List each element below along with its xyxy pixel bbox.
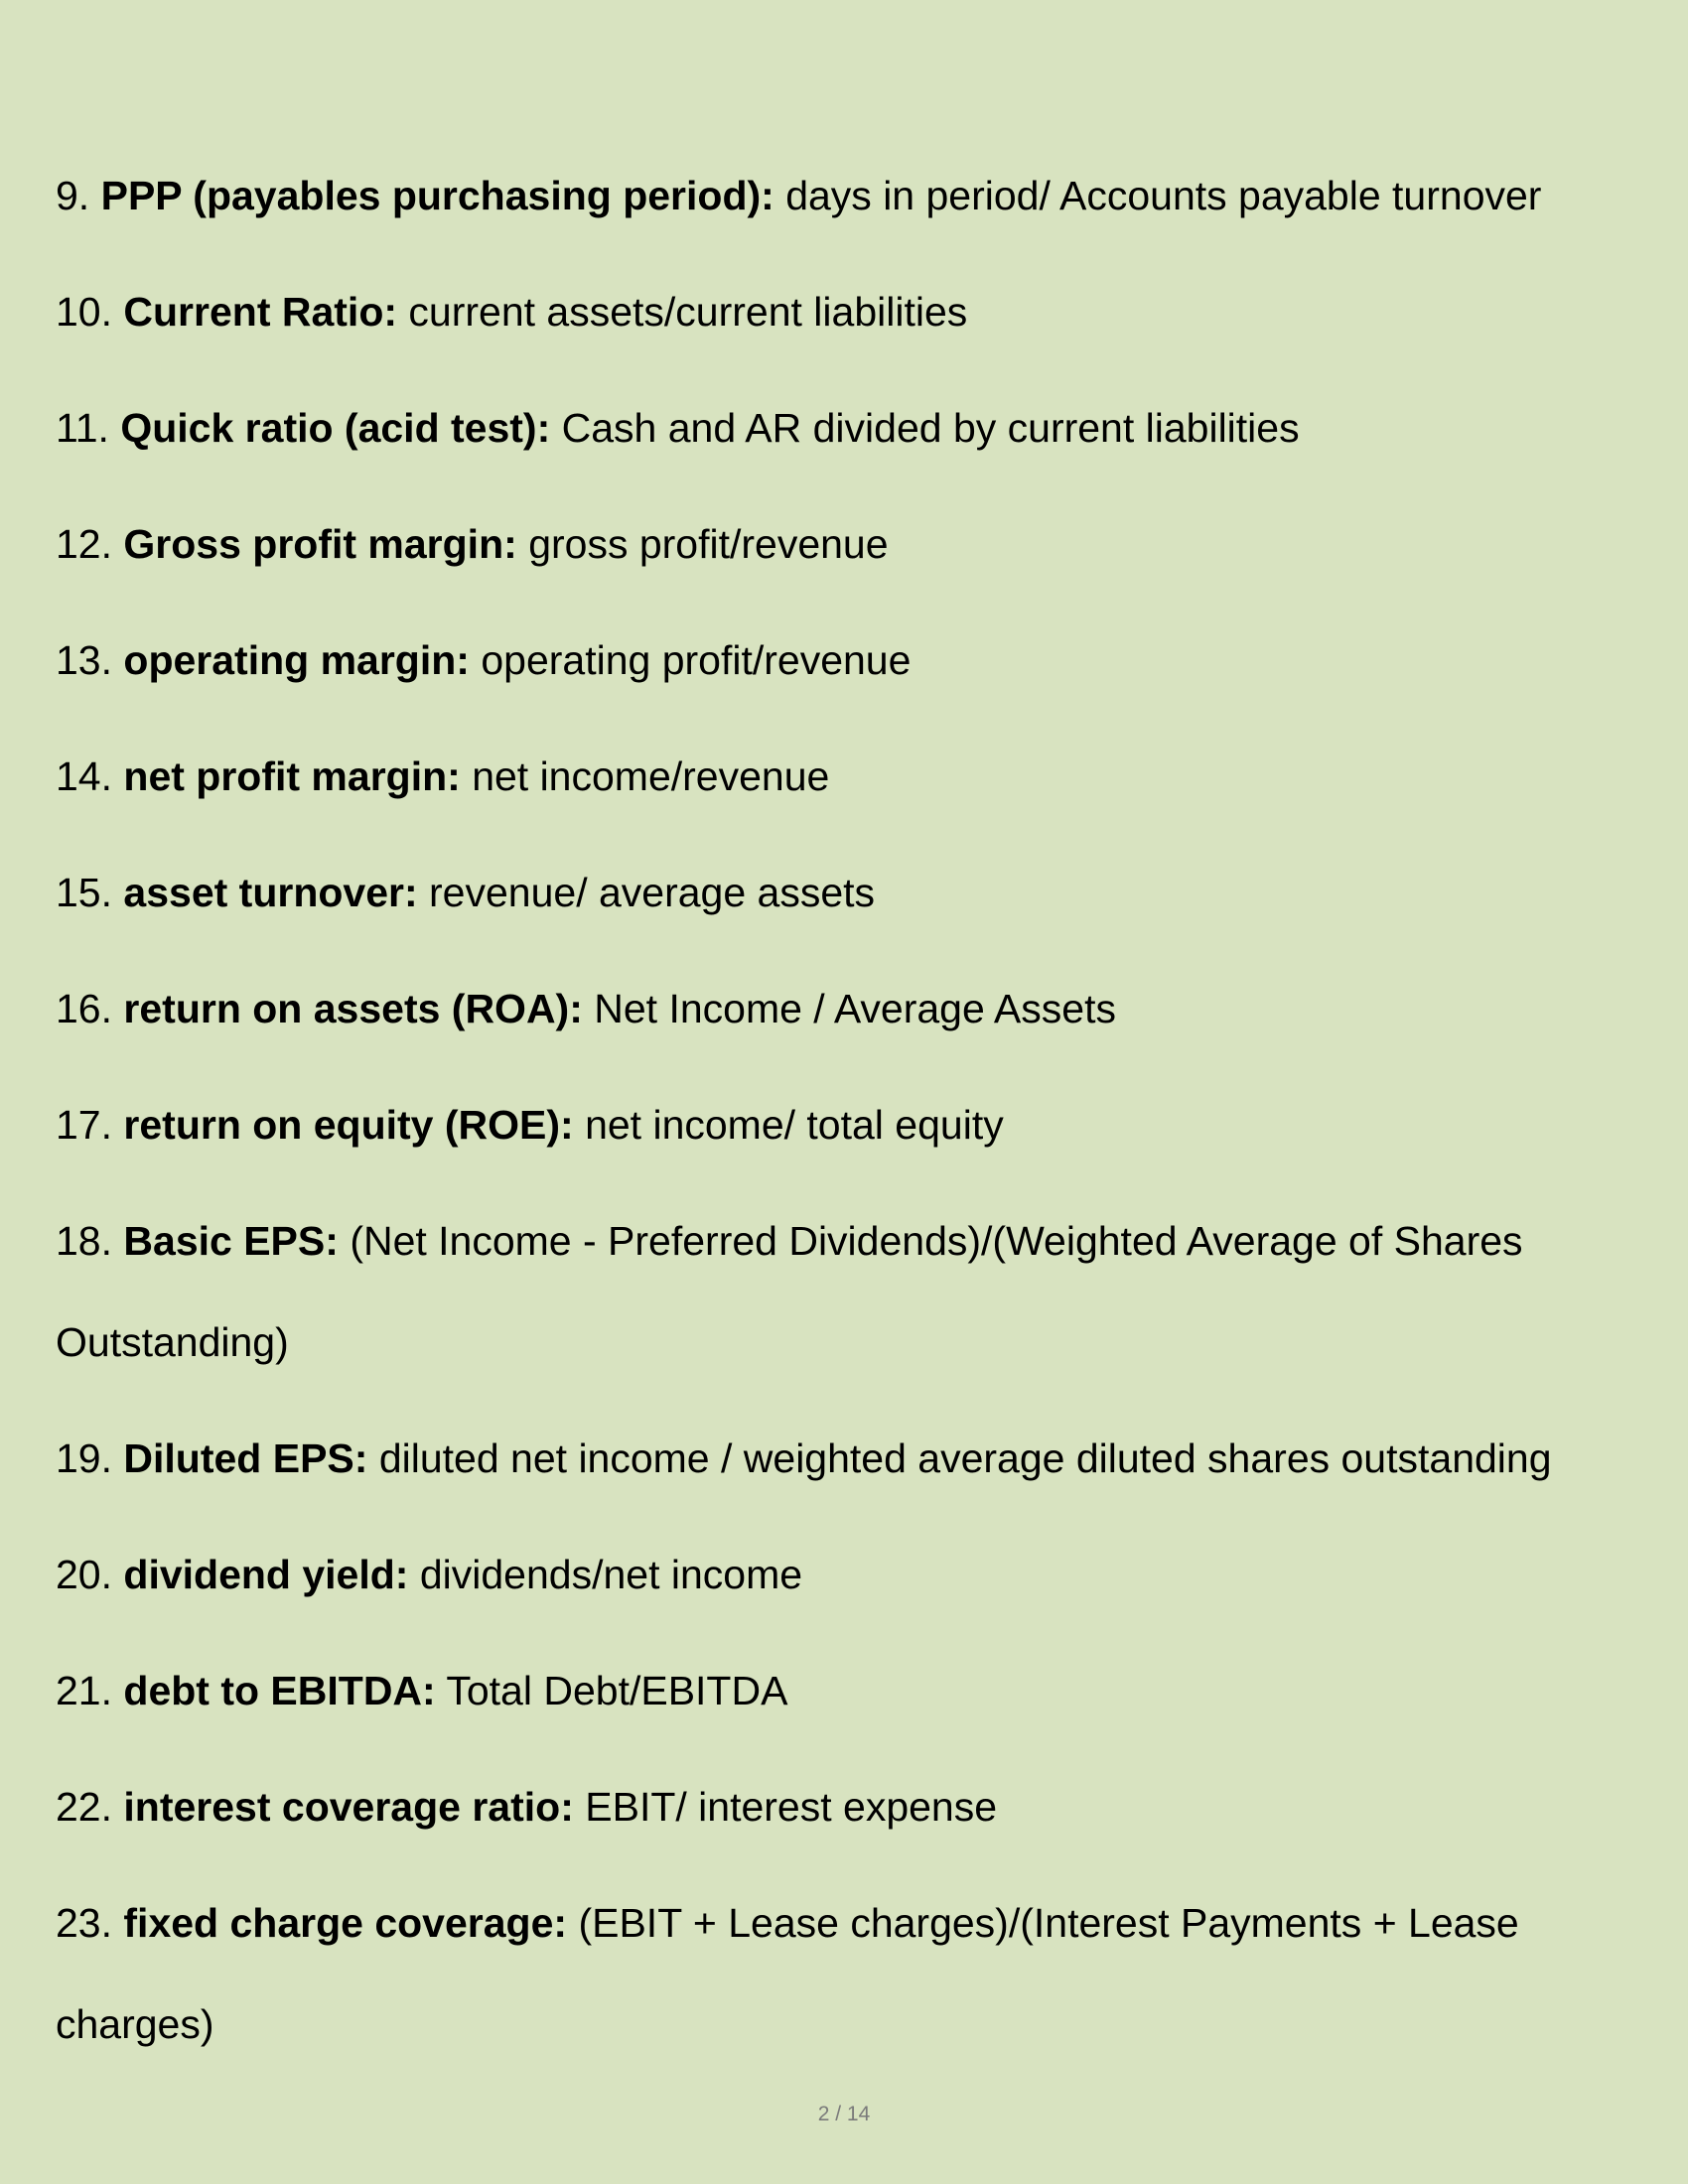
item-number: 9. [56, 173, 90, 218]
list-item [56, 1756, 1644, 1857]
item-definition: EBIT/ interest expense [585, 1784, 998, 1830]
list-item [56, 1408, 1644, 1509]
item-number: 18. [56, 1218, 112, 1264]
item-term: dividend yield: [123, 1552, 409, 1597]
list-item [56, 726, 1644, 827]
item-number: 17. [56, 1102, 112, 1148]
item-term: Current Ratio: [123, 289, 398, 335]
item-term: Quick ratio (acid test): [120, 405, 551, 451]
item-number: 10. [56, 289, 112, 335]
item-definition: diluted net income / weighted average diluted shares outstanding [378, 1435, 1552, 1481]
item-term: debt to EBITDA: [123, 1668, 436, 1713]
item-definition: (EBIT + Lease charges)/(Interest Payments + Lease charges) [56, 1900, 1519, 2047]
item-definition: Cash and AR divided by current liabilities [561, 405, 1300, 451]
item-term: return on assets (ROA): [123, 986, 583, 1031]
list-item [56, 145, 1644, 246]
item-definition: dividends/net income [419, 1552, 803, 1597]
page-indicator: 2 / 14 [817, 2103, 871, 2125]
list-item [56, 261, 1644, 362]
item-number: 23. [56, 1900, 112, 1946]
list-item [56, 958, 1644, 1059]
item-number: 14. [56, 753, 112, 799]
item-definition: current assets/current liabilities [408, 289, 968, 335]
item-definition: revenue/ average assets [429, 870, 876, 915]
list-item [56, 1872, 1644, 2075]
item-term: Basic EPS: [123, 1218, 339, 1264]
list-item [56, 1074, 1644, 1175]
list-item [56, 377, 1644, 478]
item-definition: Net Income / Average Assets [594, 986, 1116, 1031]
list-item [56, 842, 1644, 943]
item-number: 15. [56, 870, 112, 915]
item-term: Gross profit margin: [123, 521, 517, 567]
item-definition: (Net Income - Preferred Dividends)/(Weighted Average of Shares Outstanding) [56, 1218, 1523, 1365]
item-number: 13. [56, 637, 112, 683]
item-term: fixed charge coverage: [123, 1900, 568, 1946]
item-number: 22. [56, 1784, 112, 1830]
item-number: 12. [56, 521, 112, 567]
list-item [56, 610, 1644, 711]
item-term: return on equity (ROE): [123, 1102, 574, 1148]
item-definition: operating profit/revenue [481, 637, 912, 683]
list-item [56, 493, 1644, 595]
item-number: 16. [56, 986, 112, 1031]
item-term: Diluted EPS: [123, 1435, 368, 1481]
item-number: 19. [56, 1435, 112, 1481]
item-definition: days in period/ Accounts payable turnover [785, 173, 1542, 218]
item-definition: Total Debt/EBITDA [446, 1668, 788, 1713]
list-item [56, 1190, 1644, 1393]
item-definition: gross profit/revenue [528, 521, 889, 567]
item-term: interest coverage ratio: [123, 1784, 574, 1830]
item-definition: net income/revenue [472, 753, 830, 799]
item-definition: net income/ total equity [585, 1102, 1004, 1148]
list-item [56, 1524, 1644, 1625]
item-term: operating margin: [123, 637, 470, 683]
item-number: 20. [56, 1552, 112, 1597]
formula-list [56, 145, 1644, 2075]
item-number: 11. [56, 405, 109, 451]
item-number: 21. [56, 1668, 112, 1713]
item-term: PPP (payables purchasing period): [100, 173, 774, 218]
item-term: asset turnover: [123, 870, 418, 915]
list-item [56, 1640, 1644, 1741]
item-term: net profit margin: [123, 753, 461, 799]
